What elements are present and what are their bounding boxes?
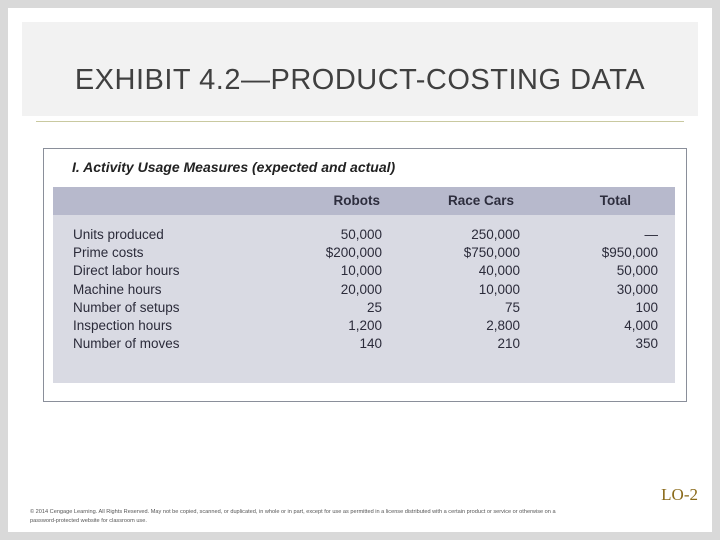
row-label: Machine hours bbox=[73, 281, 162, 297]
race-cars-value: 75 bbox=[504, 299, 520, 315]
row-label: Number of moves bbox=[73, 336, 180, 352]
robots-value: $200,000 bbox=[325, 245, 382, 261]
row-label: Inspection hours bbox=[73, 317, 173, 333]
footer-line: © 2014 Cengage Learning. All Rights Reserved. May not be copied, scanned, or duplicated, in whole or in part, except for use as permitted in a license distributed with a certain product or service or otherwise on a bbox=[30, 509, 556, 515]
copyright-footer bbox=[30, 508, 710, 526]
race-cars-value: 250,000 bbox=[471, 227, 520, 242]
table-row bbox=[53, 318, 675, 336]
header-robots: Robots bbox=[333, 193, 380, 208]
race-cars-value: 2,800 bbox=[486, 317, 520, 333]
total-value: 350 bbox=[635, 336, 658, 352]
table-row bbox=[53, 300, 675, 318]
activity-usage-table bbox=[53, 187, 675, 383]
slide-title: EXHIBIT 4.2—PRODUCT-COSTING DATA bbox=[74, 64, 646, 96]
total-value: 4,000 bbox=[624, 317, 658, 333]
total-value: — bbox=[644, 227, 658, 242]
learning-objective-badge: LO-2 bbox=[661, 485, 698, 504]
header-race-cars: Race Cars bbox=[447, 193, 514, 208]
table-row bbox=[53, 282, 675, 300]
table-row bbox=[53, 336, 675, 354]
table-row bbox=[53, 263, 675, 281]
table-row bbox=[53, 245, 675, 263]
robots-value: 140 bbox=[359, 336, 382, 352]
title-divider bbox=[36, 121, 684, 122]
race-cars-value: 40,000 bbox=[478, 263, 520, 279]
race-cars-value: $750,000 bbox=[463, 245, 520, 261]
footer-line: password-protected website for classroom use. bbox=[30, 518, 147, 524]
total-value: $950,000 bbox=[601, 245, 658, 261]
table-body bbox=[53, 227, 675, 354]
row-label: Direct labor hours bbox=[73, 263, 180, 279]
robots-value: 50,000 bbox=[340, 227, 382, 242]
total-value: 100 bbox=[635, 299, 658, 315]
table-row bbox=[53, 227, 675, 245]
row-label: Units produced bbox=[73, 227, 164, 242]
robots-value: 10,000 bbox=[340, 263, 382, 279]
robots-value: 20,000 bbox=[340, 281, 382, 297]
slide bbox=[8, 8, 712, 532]
total-value: 30,000 bbox=[616, 281, 658, 297]
total-value: 50,000 bbox=[616, 263, 658, 279]
row-label: Prime costs bbox=[73, 245, 144, 261]
exhibit-image bbox=[43, 148, 687, 402]
table-header bbox=[53, 187, 675, 215]
header-total: Total bbox=[599, 193, 631, 208]
race-cars-value: 210 bbox=[497, 336, 520, 352]
robots-value: 1,200 bbox=[348, 317, 382, 333]
race-cars-value: 10,000 bbox=[478, 281, 520, 297]
row-label: Number of setups bbox=[73, 299, 180, 315]
exhibit-heading: I. Activity Usage Measures (expected and actual) bbox=[72, 159, 396, 175]
robots-value: 25 bbox=[366, 299, 382, 315]
title-band bbox=[22, 22, 698, 116]
